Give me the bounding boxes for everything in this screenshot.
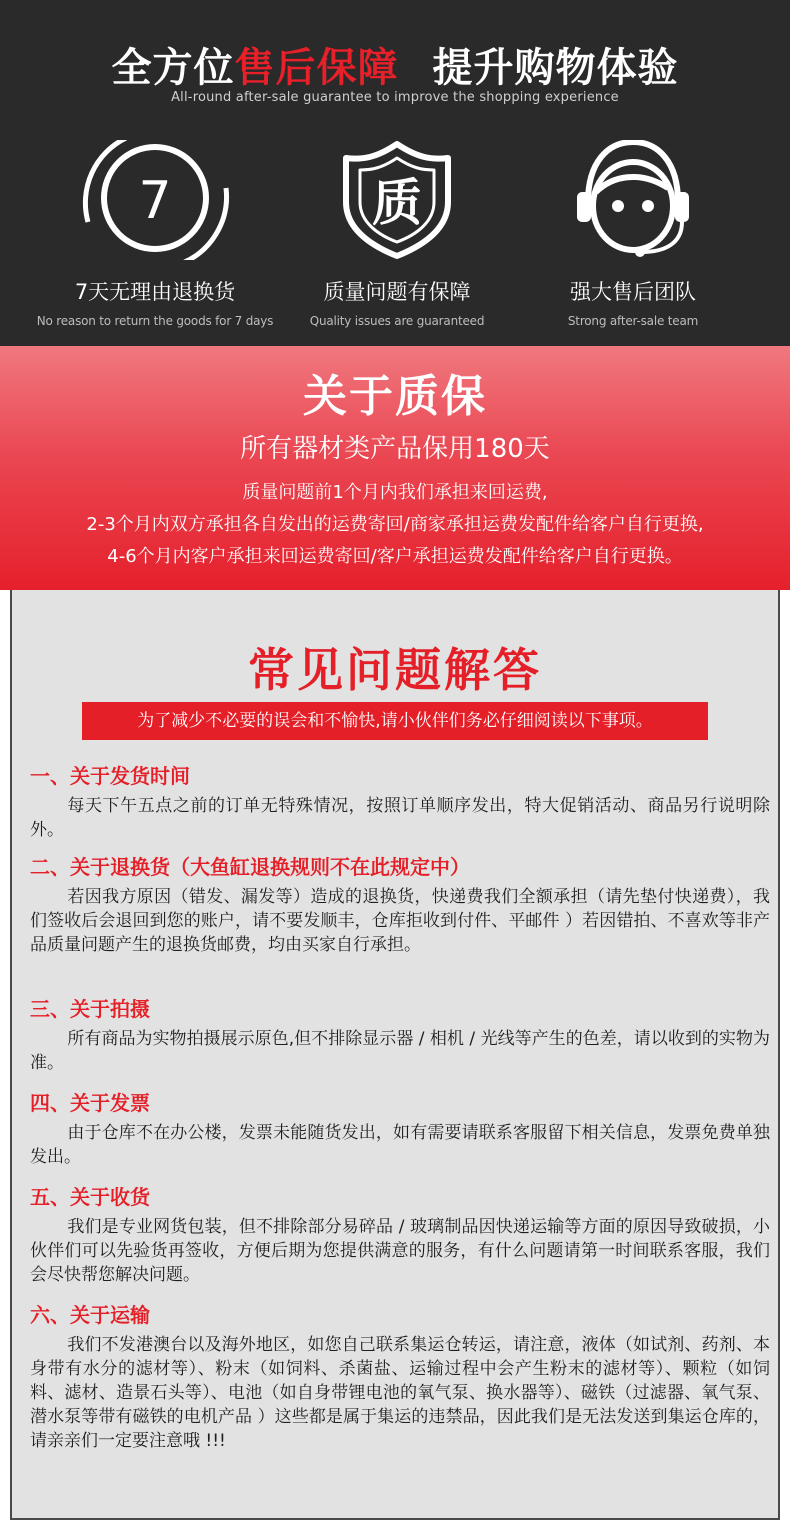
feature-quality-guarantee (272, 140, 522, 328)
warranty-section (0, 346, 790, 590)
feature-subtitle: Strong after-sale team (567, 314, 699, 328)
faq-item-transport (30, 1301, 770, 1453)
faq-item-heading: 五、关于收货 (30, 1185, 150, 1209)
faq-item-body: 若因我方原因（错发、漏发等）造成的退换货，快递费我们全额承担（请先垫付快递费），我们签收后会退回到您的账户，请不要发顺丰，仓库拒收到付件、平邮件 ）若因错拍、不喜欢等非产品质量问题产生的退换货邮费，均由买家自行承担。 (30, 887, 770, 955)
faq-item-body: 所有商品为实物拍摄展示原色,但不排除显示器 / 相机 / 光线等产生的色差，请以收到的实物为准。 (30, 1029, 770, 1073)
customer-service-headset-icon (508, 140, 758, 260)
feature-subtitle: No reason to return the goods for 7 days (36, 314, 274, 328)
faq-item-body: 我们是专业网货包装，但不排除部分易碎品 / 玻璃制品因快递运输等方面的原因导致破损，小伙伴们可以先验货再签收，方便后期为您提供满意的服务，有什么问题请第一时间联系客服，我们会尽快帮您解决问题。 (30, 1217, 770, 1285)
faq-item-returns (30, 853, 770, 957)
faq-item-heading: 一、关于发货时间 (30, 764, 190, 788)
faq-item-shipping-time (30, 762, 770, 842)
feature-after-sale-team (508, 140, 758, 328)
faq-item-heading: 三、关于拍摄 (30, 997, 150, 1021)
quality-shield-icon (272, 140, 522, 260)
warranty-line: 质量问题前1个月内我们承担来回运费, (242, 482, 548, 503)
faq-item-heading: 二、关于退换货（大鱼缸退换规则不在此规定中） (30, 855, 470, 879)
banner-title (0, 36, 790, 93)
banner-title-part2: 提升购物体验 (432, 45, 679, 91)
banner-subtitle: All-round after-sale guarantee to improve the shopping experience (171, 90, 619, 105)
feature-title: 强大售后团队 (570, 280, 696, 304)
faq-item-heading: 六、关于运输 (30, 1303, 150, 1327)
feature-title: 质量问题有保障 (323, 280, 471, 304)
faq-panel (10, 590, 780, 1520)
faq-item-body: 我们不发港澳台以及海外地区，如您自己联系集运仓转运，请注意，液体（如试剂、药剂、本身带有水分的滤材等）、粉末（如饲料、杀菌盐、运输过程中会产生粉末的滤材等）、颗粒（如饲料、滤材、造景石头等）、电池（如自身带锂电池的氧气泵、换水器等）、磁铁（过滤器、氧气泵、潜水泵等带有磁铁的电机产品 ）这些都是属于集运的违禁品，因此我们是无法发送到集运仓库的，请亲亲们一定要注意哦 !!! (30, 1335, 770, 1451)
faq-notice-banner: 为了减少不必要的误会和不愉快,请小伙伴们务必仔细阅读以下事项。 (82, 702, 708, 740)
faq-item-photography (30, 995, 770, 1075)
faq-item-heading: 四、关于发票 (30, 1091, 150, 1115)
faq-title: 常见问题解答 (248, 643, 542, 697)
faq-item-body: 每天下午五点之前的订单无特殊情况，按照订单顺序发出，特大促销活动、商品另行说明除外。 (30, 796, 770, 840)
faq-section (0, 590, 790, 1530)
feature-title: 7天无理由退换货 (74, 280, 236, 304)
warranty-subtitle: 所有器材类产品保用180天 (240, 434, 550, 464)
quality-shield-icon-char: 质 (372, 174, 422, 232)
warranty-line: 2-3个月内双方承担各自发出的运费寄回/商家承担运费发配件给客户自行更换, (86, 514, 704, 535)
faq-item-receiving (30, 1183, 770, 1287)
guarantee-banner (0, 0, 790, 346)
banner-title-highlight: 售后保障 (234, 45, 399, 91)
feature-seven-day-return (30, 140, 280, 328)
feature-subtitle: Quality issues are guaranteed (309, 314, 485, 328)
warranty-title: 关于质保 (303, 371, 487, 422)
banner-title-part1: 全方位 (111, 45, 235, 91)
warranty-line: 4-6个月内客户承担来回运费寄回/客户承担运费发配件给客户自行更换。 (107, 546, 683, 567)
seven-day-icon (30, 140, 280, 260)
seven-day-icon-number: 7 (138, 171, 172, 231)
faq-item-invoice (30, 1089, 770, 1169)
faq-item-body: 由于仓库不在办公楼，发票未能随货发出，如有需要请联系客服留下相关信息，发票免费单独发出。 (30, 1123, 770, 1167)
